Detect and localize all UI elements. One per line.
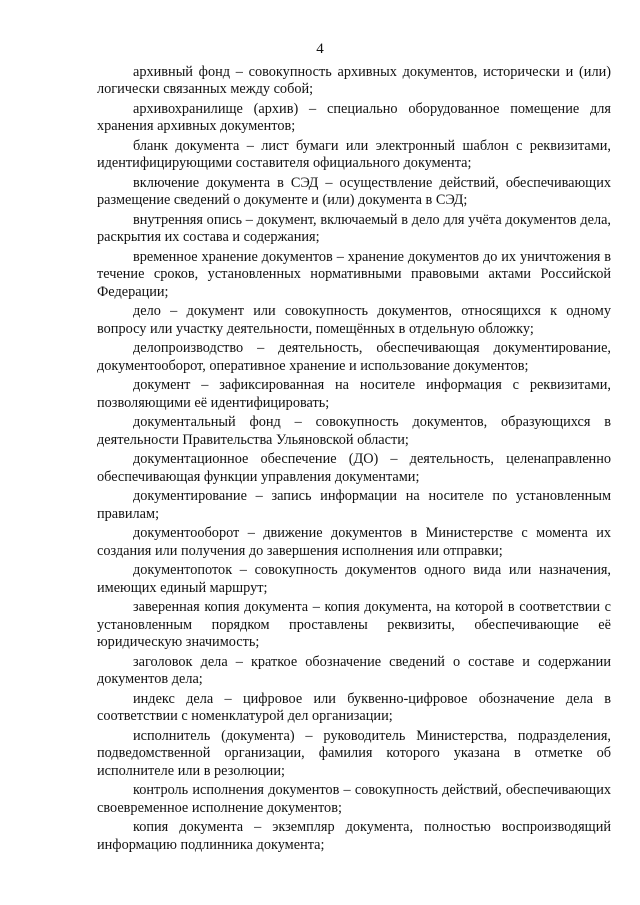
definition-paragraph: документирование – запись информации на носителе по установленным правилам; — [97, 488, 611, 522]
definition-paragraph: документооборот – движение документов в Министерстве с момента их создания или получения до завершения исполнения или отправки; — [97, 525, 611, 559]
definition-paragraph: индекс дела – цифровое или буквенно-цифровое обозначение дела в соответствии с номенклатурой дел организации; — [97, 690, 611, 725]
definition-paragraph: документальный фонд – совокупность документов, образующихся в деятельности Правительства Ульяновской области; — [97, 414, 611, 448]
definition-paragraph: заверенная копия документа – копия документа, на которой в соответствии с установленным порядком проставлены реквизиты, обеспечивающие её юридическую значимость; — [97, 599, 611, 651]
definition-paragraph: копия документа – экземпляр документа, полностью воспроизводящий информацию подлинника документа; — [97, 819, 611, 853]
definition-paragraph: делопроизводство – деятельность, обеспечивающая документирование, документооборот, оперативное хранение и использование документов; — [97, 340, 611, 374]
definition-paragraph: дело – документ или совокупность документов, относящихся к одному вопросу или участку деятельности, помещённых в отдельную обложку; — [97, 303, 611, 337]
definition-paragraph: исполнитель (документа) – руководитель Министерства, подразделения, подведомственной организации, фамилия которого указана в отметке об исполнителе или в резолюции; — [97, 727, 611, 779]
definition-paragraph: контроль исполнения документов – совокупность действий, обеспечивающих своевременное исполнение документов; — [97, 782, 611, 816]
page-number: 4 — [316, 41, 324, 57]
definition-paragraph: архивный фонд – совокупность архивных документов, исторически и (или) логически связанных между собой; — [97, 64, 611, 98]
definition-paragraph: архивохранилище (архив) – специально оборудованное помещение для хранения архивных документов; — [97, 101, 611, 135]
definition-paragraph: заголовок дела – краткое обозначение сведений о составе и содержании документов дела; — [97, 653, 611, 688]
definition-paragraph: документационное обеспечение (ДО) – деятельность, целенаправленно обеспечивающая функции управления документами; — [97, 451, 611, 485]
definition-paragraph: внутренняя опись – документ, включаемый в дело для учёта документов дела, раскрытия их состава и содержания; — [97, 212, 611, 246]
definition-paragraph: временное хранение документов – хранение документов до их уничтожения в течение сроков, установленных нормативными правовыми актами Российской Федерации; — [97, 249, 611, 300]
definitions-list — [97, 64, 611, 856]
definition-paragraph: документ – зафиксированная на носителе информация с реквизитами, позволяющими её идентифицировать; — [97, 377, 611, 411]
definition-paragraph: бланк документа – лист бумаги или электронный шаблон с реквизитами, идентифицирующими составителя официального документа; — [97, 138, 611, 172]
definition-paragraph: включение документа в СЭД – осуществление действий, обеспечивающих размещение сведений о документе и (или) документа в СЭД; — [97, 175, 611, 209]
definition-paragraph: документопоток – совокупность документов одного вида или назначения, имеющих единый маршрут; — [97, 562, 611, 596]
